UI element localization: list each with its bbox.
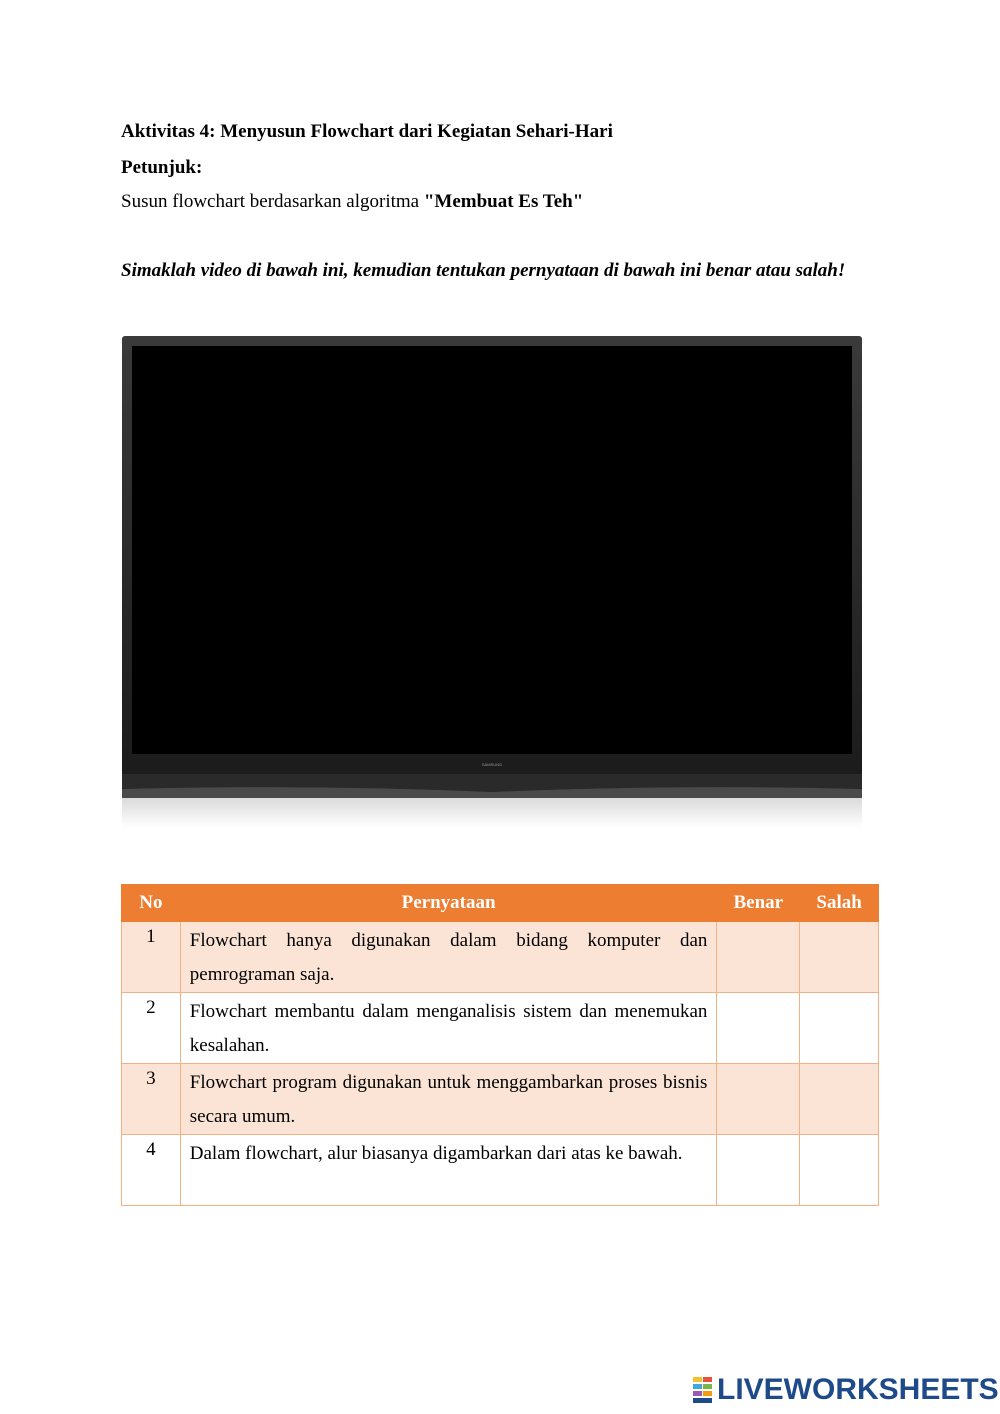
answer-false-cell[interactable] (800, 1064, 879, 1135)
answer-true-cell[interactable] (717, 1064, 800, 1135)
answer-false-cell[interactable] (800, 922, 879, 993)
row-number: 1 (122, 922, 181, 993)
row-number: 3 (122, 1064, 181, 1135)
header-statement: Pernyataan (180, 885, 717, 922)
answer-false-cell[interactable] (800, 1135, 879, 1206)
table-row (122, 1064, 879, 1135)
statement-text: Flowchart membantu dalam menganalisis sistem dan menemukan kesalahan. (180, 993, 717, 1064)
header-true: Benar (717, 885, 800, 922)
answer-true-cell[interactable] (717, 993, 800, 1064)
liveworksheets-logo-icon (693, 1377, 713, 1403)
instruction-prefix: Susun flowchart berdasarkan algoritma (121, 191, 424, 212)
header-false: Salah (800, 885, 879, 922)
tv-icon (122, 336, 862, 828)
video-player[interactable] (120, 334, 864, 834)
row-number: 2 (122, 993, 181, 1064)
table-header-row (122, 885, 879, 922)
statement-text: Dalam flowchart, alur biasanya digambarkan dari atas ke bawah. (180, 1135, 717, 1206)
instruction-algorithm-name: "Membuat Es Teh" (423, 191, 584, 212)
statement-text: Flowchart program digunakan untuk menggambarkan proses bisnis secara umum. (180, 1064, 717, 1135)
header-no: No (122, 885, 181, 922)
tv-brand-label: SAMSUNG (481, 762, 503, 767)
table-row (122, 922, 879, 993)
statement-table (121, 884, 879, 1206)
activity-title: Aktivitas 4: Menyusun Flowchart dari Kegiatan Sehari-Hari (121, 121, 613, 142)
answer-false-cell[interactable] (800, 993, 879, 1064)
answer-true-cell[interactable] (717, 1135, 800, 1206)
instruction-text (121, 191, 583, 213)
table-row (122, 1135, 879, 1206)
liveworksheets-logo[interactable] (693, 1372, 999, 1408)
table-row (122, 993, 879, 1064)
liveworksheets-logo-text: LIVEWORKSHEETS (717, 1373, 999, 1406)
video-instruction: Simaklah video di bawah ini, kemudian tentukan pernyataan di bawah ini benar atau salah! (121, 260, 846, 281)
instructions-heading: Petunjuk: (121, 157, 203, 178)
row-number: 4 (122, 1135, 181, 1206)
answer-true-cell[interactable] (717, 922, 800, 993)
statement-text: Flowchart hanya digunakan dalam bidang komputer dan pemrograman saja. (180, 922, 717, 993)
